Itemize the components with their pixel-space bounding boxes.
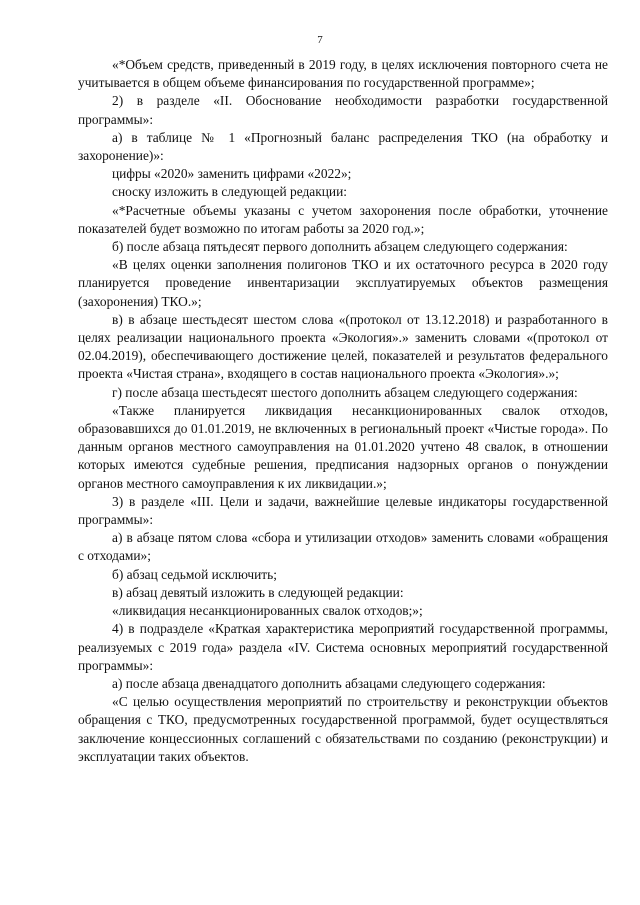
paragraph: в) абзац девятый изложить в следующей редакции: <box>112 584 404 600</box>
paragraph: сноску изложить в следующей редакции: <box>112 184 347 200</box>
paragraph: а) в таблице № 1 «Прогнозный баланс распределения ТКО (на обработку и захоронение)»: <box>78 129 608 164</box>
paragraph: «С целью осуществления мероприятий по строительству и реконструкции объектов обращения с ТКО, предусмотренных государственной программой, будет осуществляться заключение концессионных соглашений с обязательствами по созданию (реконструкции) и эксплуатации таких объектов. <box>78 694 608 764</box>
paragraph: «В целях оценки заполнения полигонов ТКО и их остаточного ресурса в 2020 году планируется проведение инвентаризации эксплуатируемых объектов размещения (захоронения) ТКО.»; <box>78 257 608 309</box>
paragraph: «*Расчетные объемы указаны с учетом захоронения после обработки, уточнение показателей будет возможно по итогам работы за 2020 год.»; <box>78 202 608 236</box>
paragraph: г) после абзаца шестьдесят шестого дополнить абзацем следующего содержания: <box>112 384 578 400</box>
paragraph: 3) в разделе «III. Цели и задачи, важнейшие целевые индикаторы государственной программы»: <box>78 493 608 528</box>
paragraph: а) в абзаце пятом слова «сбора и утилизации отходов» заменить словами «обращения с отходами»; <box>78 530 608 564</box>
paragraph: б) после абзаца пятьдесят первого дополнить абзацем следующего содержания: <box>112 239 568 255</box>
paragraph: 4) в подразделе «Краткая характеристика мероприятий государственной программы, реализуемых с 2019 года» раздела «IV. Система основных мероприятий государственной программы»: <box>78 621 608 673</box>
paragraph: «*Объем средств, приведенный в 2019 году, в целях исключения повторного счета не учитывается в общем объеме финансирования по государственной программе»; <box>78 57 608 91</box>
paragraph: в) в абзаце шестьдесят шестом слова «(протокол от 13.12.2018) и разработанного в целях реализации национального проекта «Экология».» заменить словами «(протокол от 02.04.2019), обеспечивающего достижение целей, показателей и результатов федерального проекта «Чистая страна», входящего в состав национального проекта «Экология».»; <box>78 311 608 382</box>
paragraph: 2) в разделе «II. Обоснование необходимости разработки государственной программы»: <box>78 93 608 127</box>
paragraph: цифры «2020» заменить цифрами «2022»; <box>112 166 352 182</box>
page-number: 7 <box>317 34 323 46</box>
paragraph: а) после абзаца двенадцатого дополнить абзацами следующего содержания: <box>112 675 546 691</box>
paragraph: «ликвидация несанкционированных свалок отходов;»; <box>112 603 423 619</box>
paragraph: «Также планируется ликвидация несанкционированных свалок отходов, образовавшихся до 01.01.2019, не включенных в региональный проект «Чистые города». По данным органов местного самоуправления на 01.01.2020 учтено 48 свалок, в отношении которых имеются судебные решения, предписания надзорных органов о понуждении органов местного самоуправления к их ликвидации.»; <box>78 402 608 491</box>
paragraph: б) абзац седьмой исключить; <box>112 566 277 582</box>
document-body <box>78 56 608 766</box>
